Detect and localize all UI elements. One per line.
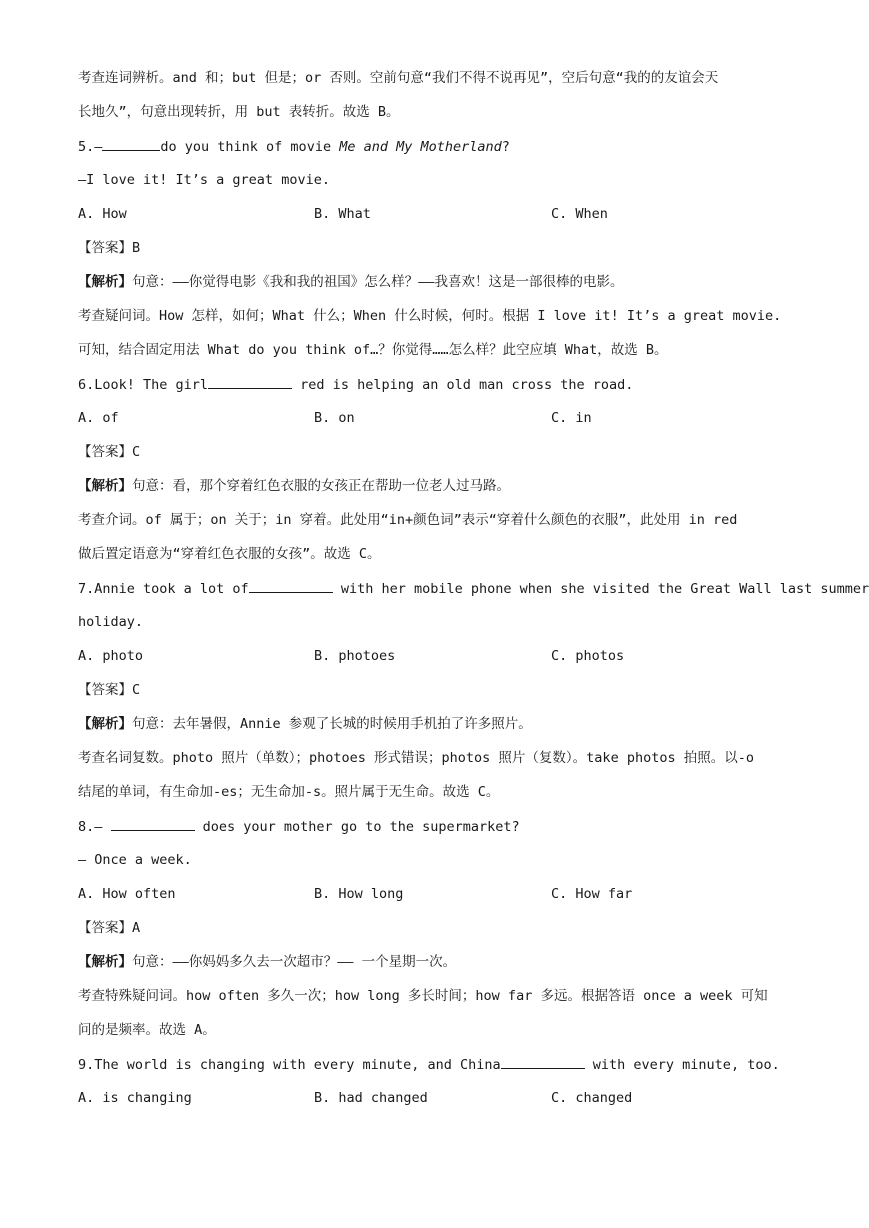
- q7-answer: 【答案】C: [78, 682, 141, 698]
- q6-analysis-text: 句意：看，那个穿着红色衣服的女孩正在帮助一位老人过马路。: [132, 478, 510, 494]
- document-page: [78, 68, 869, 1122]
- q7-analysis-text: 句意：去年暑假，Annie 参观了长城的时候用手机拍了许多照片。: [132, 716, 532, 732]
- q7-options: [78, 646, 790, 680]
- q8-number: 8.—: [78, 819, 111, 835]
- q5-reply: —I love it! It’s a great movie.: [78, 172, 330, 188]
- q6-blank: [208, 374, 292, 389]
- q6-stem: [78, 374, 790, 408]
- q9-stem-before: 9.The world is changing with every minute, and China: [78, 1057, 501, 1073]
- q6-analysis-2: 考查介词。of 属于；on 关于；in 穿着。此处用“in+颜色词”表示“穿着什么颜色的衣服”，此处用 in red: [78, 512, 738, 528]
- q8-analysis-text: 句意：——你妈妈多久去一次超市？—— 一个星期一次。: [132, 954, 457, 970]
- q8-option-c: C. How far: [551, 886, 633, 902]
- q9-stem-after: with every minute, too.: [584, 1057, 780, 1073]
- q5-qmark: ?: [501, 139, 510, 155]
- q7-blank: [249, 578, 333, 593]
- q8-option-b: B. How long: [314, 886, 404, 902]
- intro-line-2: 长地久”，句意出现转折，用 but 表转折。故选 B。: [78, 104, 400, 120]
- q8-stem-text: does your mother go to the supermarket?: [194, 819, 520, 835]
- q5-stem: [78, 136, 790, 170]
- q8-blank: [111, 816, 195, 831]
- q5-option-c: C. When: [551, 206, 608, 222]
- q8-reply: — Once a week.: [78, 852, 192, 868]
- q8-options: [78, 884, 790, 918]
- q8-analysis-3: 问的是频率。故选 A。: [78, 1022, 216, 1038]
- q8-option-a: A. How often: [78, 886, 176, 902]
- q7-analysis-1: [78, 714, 790, 748]
- q7-stem-after: with her mobile phone when she visited the Great Wall last summer: [332, 581, 869, 597]
- q7-stem-line-2: holiday.: [78, 614, 144, 630]
- q7-option-b: B. photoes: [314, 648, 396, 664]
- q8-answer: 【答案】A: [78, 920, 141, 936]
- q7-analysis-label: 【解析】: [78, 716, 132, 732]
- q7-analysis-3: 结尾的单词，有生命加-es；无生命加-s。照片属于无生命。故选 C。: [78, 784, 500, 800]
- q7-stem-before: 7.Annie took a lot of: [78, 581, 249, 597]
- q6-option-a: A. of: [78, 410, 119, 426]
- q5-blank: [102, 136, 160, 151]
- q5-analysis-label: 【解析】: [78, 274, 132, 290]
- q6-stem-after: red is helping an old man cross the road.: [292, 377, 634, 393]
- q7-stem: [78, 578, 869, 612]
- q5-analysis-1: [78, 272, 790, 306]
- q6-analysis-label: 【解析】: [78, 478, 132, 494]
- q8-stem: [78, 816, 790, 850]
- q6-stem-before: 6.Look! The girl: [78, 377, 209, 393]
- q6-option-b: B. on: [314, 410, 355, 426]
- q9-blank: [501, 1054, 585, 1069]
- q9-option-a: A. is changing: [78, 1090, 192, 1106]
- q9-option-c: C. changed: [551, 1090, 633, 1106]
- q5-number: 5.—: [78, 139, 103, 155]
- q9-options: [78, 1088, 790, 1122]
- q9-option-b: B. had changed: [314, 1090, 428, 1106]
- q6-answer: 【答案】C: [78, 444, 141, 460]
- q7-option-a: A. photo: [78, 648, 144, 664]
- q5-analysis-text: 句意：——你觉得电影《我和我的祖国》怎么样？——我喜欢！这是一部很棒的电影。: [132, 274, 624, 290]
- q5-analysis-2: 考查疑问词。How 怎样，如何；What 什么；When 什么时候，何时。根据 I love it! It’s a great movie.: [78, 308, 782, 324]
- q9-stem: [78, 1054, 790, 1088]
- q6-analysis-3: 做后置定语意为“穿着红色衣服的女孩”。故选 C。: [78, 546, 381, 562]
- q8-analysis-2: 考查特殊疑问词。how often 多久一次；how long 多长时间；how far 多远。根据答语 once a week 可知: [78, 988, 768, 1004]
- q8-analysis-1: [78, 952, 790, 986]
- q5-analysis-3: 可知，结合固定用法 What do you think of…？你觉得……怎么样？此空应填 What，故选 B。: [78, 342, 668, 358]
- q5-options: [78, 204, 790, 238]
- q5-option-b: B. What: [314, 206, 371, 222]
- q8-analysis-label: 【解析】: [78, 954, 132, 970]
- q6-option-c: C. in: [551, 410, 592, 426]
- q6-analysis-1: [78, 476, 790, 510]
- q5-answer: 【答案】B: [78, 240, 141, 256]
- q7-analysis-2: 考查名词复数。photo 照片（单数）；photoes 形式错误；photos 照片（复数）。take photos 拍照。以-o: [78, 750, 754, 766]
- q7-option-c: C. photos: [551, 648, 625, 664]
- q6-options: [78, 408, 790, 442]
- q5-stem-text: do you think of movie: [160, 139, 340, 155]
- q5-option-a: A. How: [78, 206, 127, 222]
- intro-line-1: 考查连词辨析。and 和；but 但是；or 否则。空前句意“我们不得不说再见”，空后句意“我的的友谊会天: [78, 70, 719, 86]
- q5-movie-title: Me and My Motherland: [339, 139, 502, 155]
